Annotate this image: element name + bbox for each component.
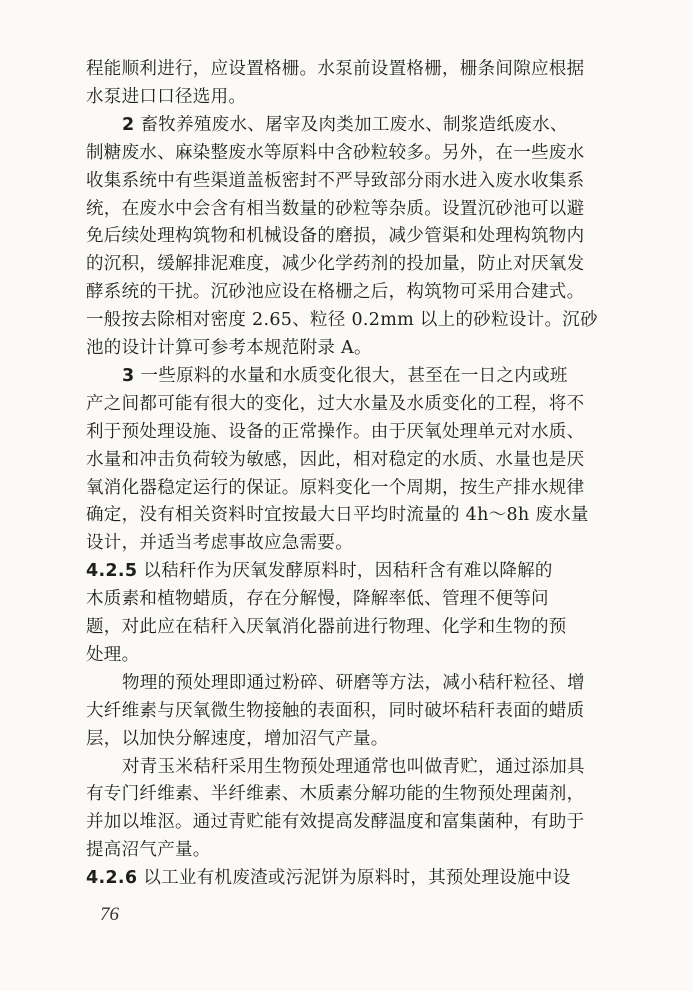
line-text: 题，对此应在秸秆入厌氧消化器前进行物理、化学和生物的预 (86, 617, 567, 637)
line-text: 一些原料的水量和水质变化很大，甚至在一日之内或班 (140, 365, 568, 386)
line-text: 并加以堆沤。通过青贮能有效提高发酵温度和富集菌种，有助于 (86, 812, 585, 833)
line-text: 统，在废水中会含有相当数量的砂粒等杂质。设置沉砂池可以避 (86, 198, 585, 219)
text-line (86, 278, 614, 306)
line-text: 对青玉米秸秆采用生物预处理通常也叫做青贮，通过添加具 (122, 756, 585, 777)
line-text: 一般按去除相对密度 2.65、粒径 0.2mm 以上的砂粒设计。沉砂 (86, 310, 598, 331)
section-number: 4.2.5 (86, 561, 138, 582)
text-line (86, 725, 614, 753)
text-line (86, 808, 614, 836)
text-line (86, 222, 614, 250)
line-text: 制糖废水、麻染整废水等原料中含砂粒较多。另外，在一些废水 (86, 142, 585, 163)
text-line (86, 250, 614, 278)
text-line (86, 501, 614, 529)
text-line (86, 669, 614, 697)
line-text: 收集系统中有些渠道盖板密封不严导致部分雨水进入废水收集系 (86, 170, 585, 191)
item-number: 2 (122, 114, 135, 135)
text-line (86, 446, 614, 474)
text-line (86, 195, 614, 223)
text-line (86, 529, 614, 557)
page-number: 76 (100, 904, 119, 925)
line-text: 利于预处理设施、设备的正常操作。由于厌氧处理单元对水质、 (86, 421, 585, 442)
text-line (86, 474, 614, 502)
text-line (86, 753, 614, 781)
line-text: 程能顺利进行，应设置格栅。水泵前设置格栅，栅条间隙应根据 (86, 59, 585, 79)
line-text: 层，以加快分解速度，增加沼气产量。 (86, 728, 389, 749)
line-text: 以工业有机废渣或污泥饼为原料时，其预处理设施中设 (143, 868, 571, 889)
text-line (86, 167, 614, 195)
text-line (86, 836, 614, 864)
text-line (86, 613, 614, 641)
line-text: 免后续处理构筑物和机械设备的磨损，减少管渠和处理构筑物内 (86, 226, 585, 247)
item-number: 3 (122, 365, 135, 386)
line-text: 提高沼气产量。 (86, 840, 211, 861)
text-line (86, 585, 614, 613)
text-line (86, 697, 614, 725)
line-text: 水泵进口口径选用。 (86, 86, 247, 107)
line-text: 以秸秆作为厌氧发酵原料时，因秸秆含有难以降解的 (143, 561, 553, 582)
line-text: 木质素和植物蜡质，存在分解慢，降解率低、管理不便等问 (86, 589, 549, 610)
text-line (86, 390, 614, 418)
text-line (86, 418, 614, 446)
line-text: 产之间都可能有很大的变化，过大水量及水质变化的工程，将不 (86, 393, 585, 414)
text-line (86, 306, 614, 334)
text-line (86, 111, 614, 139)
line-text: 水量和冲击负荷较为敏感，因此，相对稳定的水质、水量也是厌 (86, 449, 585, 470)
text-line (86, 557, 614, 585)
text-line (86, 334, 614, 362)
text-line (86, 139, 614, 167)
line-text: 处理。 (86, 644, 140, 665)
line-text: 设计，并适当考虑事故应急需要。 (86, 533, 353, 554)
line-text: 畜牧养殖废水、屠宰及肉类加工废水、制浆造纸废水、 (140, 114, 568, 135)
text-line (86, 55, 614, 83)
line-text: 大纤维素与厌氧微生物接触的表面积，同时破坏秸秆表面的蜡质 (86, 700, 585, 721)
line-text: 酵系统的干扰。沉砂池应设在格栅之后，构筑物可采用合建式。 (86, 282, 585, 303)
line-text: 的沉积，缓解排泥难度，减少化学药剂的投加量，防止对厌氧发 (86, 254, 585, 275)
line-text: 物理的预处理即通过粉碎、研磨等方法，减小秸秆粒径、增 (122, 672, 585, 693)
text-line (86, 641, 614, 669)
line-text: 有专门纤维素、半纤维素、木质素分解功能的生物预处理菌剂， (86, 784, 585, 805)
text-line (86, 780, 614, 808)
line-text: 池的设计计算可参考本规范附录 A。 (86, 338, 372, 358)
section-number: 4.2.6 (86, 868, 138, 889)
line-text: 氧消化器稳定运行的保证。原料变化一个周期，按生产排水规律 (86, 477, 585, 498)
text-line (86, 83, 614, 111)
text-line (86, 864, 614, 892)
text-line (86, 362, 614, 390)
line-text: 确定，没有相关资料时宜按最大日平均时流量的 4h～8h 废水量 (86, 505, 589, 526)
